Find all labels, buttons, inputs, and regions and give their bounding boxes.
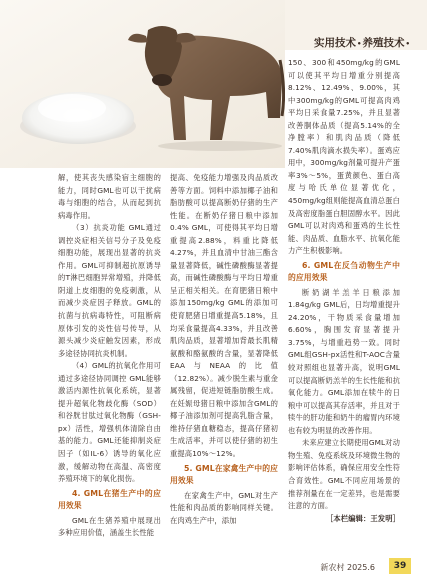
header-dot-separator: •	[357, 40, 362, 48]
paragraph: 断奶湖羊羔羊日粮添加1.84g/kg GML后，日均增重提升24.20%，干物质采食量增加6.60%，胸围发育显著提升3.75%，与增重趋势一致。同时GML组GSH-px活性和T-AOC含量较对照组也显著升高，说明GML可以提高断奶羔羊的生长性能和抗氧化能力。GML添加在犊牛的日粮中可以提高其存活率，并且对于犊牛的肝功能和奶牛的瘤胃内环境也有较为明显的改善作用。	[288, 287, 400, 435]
paragraph: 未来应建立长期使用GML对动物生殖、免疫系统及环境微生物的影响评估体系，确保应用安全性符合育效性。GML不同应用场景的推荐剂量在在一定差异，也是需要注意的方面。	[288, 438, 400, 511]
column-2	[170, 172, 278, 527]
paragraph: 在家禽生产中，GML对生产性能和肉品质的影响同样关键。在肉鸡生产中，添加	[170, 490, 278, 525]
paragraph: 解，使其丧失感染宿主细胞的能力，同时GML也可以干扰病毒与细胞的结合，从而起到抗病毒作用。	[58, 173, 161, 220]
column-1	[58, 172, 161, 540]
paragraph: （4）GML的抗氧化作用可通过多途径协同调控 GML能够激活内源性抗氧化系统，显著提升超氧化物歧化酶（SOD）和谷胱甘肽过氧化物酶（GSH-px）活性，增强机体清除自由基的能力。GML还能抑制炎症因子（如IL-6）诱导的氧化应激，缓解动物在高温、高密度养殖环境下的氧化损伤。	[58, 361, 161, 484]
section-heading: 5. GML在家禽生产中的应用效果	[170, 463, 279, 486]
editor-credit: ［本栏编辑：王发明］	[326, 513, 400, 523]
page-number: 39	[389, 558, 411, 574]
paragraph: 150、300和450mg/kg的GML可以使其平均日增重分别提高8.12%、12.49%、9.00%，其中300mg/kg的GML可提高肉鸡平均日采食量7.25%，并且显著改善胴体品质（提高5.14%的全净膛率）和肌肉品质（降低7.40%肌肉滴水损失率）。蛋鸡应用中，300mg/kg剂量可提升产蛋率3%～5%，蛋黄颜色、蛋白高度与哈氏单位显著优化，450mg/kg组则能提高血清总蛋白及高密度脂蛋白胆固醇水平。因此GML可以对肉鸡和蛋鸡的生长性能、肉品质、血脂水平、抗氧化能力产生积极影响。	[288, 58, 400, 256]
section-title: 实用技术	[314, 37, 357, 49]
section-heading: 4. GML在猪生产中的应用效果	[58, 488, 161, 511]
magazine-name: 新农村 2025.6	[320, 563, 375, 572]
paragraph: GML在生猪养殖中展现出多种应用价值，涵盖生长性能	[58, 515, 161, 538]
column-3	[288, 57, 400, 525]
cattle-image	[0, 0, 285, 168]
cattle-photo	[0, 0, 285, 168]
paragraph: 提高、免疫能力增强及肉品质改善等方面。饲料中添加椰子油和脂肪酸可以提高断奶仔猪的生产性能。在断奶仔猪日粮中添加0.4% GML，可使得其平均日增重提高2.88%，料重比降低4.27%，并且血清中甘油三酯含量显著降低，碱性磷酸酶显著提高，而碱性磷酸酶与平均日增重呈正相关相关。在育肥猪日粮中添加150mg/kg GML的添加可使育肥猪日增重提高5.18%，且均采食量提高4.33%，并且改善肌肉品质，显著增加背最长肌精氨酸和酪氨酸的含量，显著降低EAA与NEAA的比值（12.82%）。减少脱生素与重金属残留，促进短链脂肪酸生成。在妊娠母猪日粮中添加含GML的椰子油添加剂可提高乳脂含量，维持仔猪血糖稳态，提高仔猪初生成活率，并可以使仔猪的初生重提高10%～12%。	[170, 173, 278, 459]
header-dot-trailing: •	[405, 40, 410, 48]
section-header	[314, 35, 411, 50]
paragraph: （3）抗炎功能 GML通过调控炎症相关信号分子及免疫细胞功能，展现出显著的抗炎作用。GML可抑制超抗原诱导的T淋巴细胞异常增殖，并降低阴道上皮细胞的免疫刺激，从而减少炎症因子释放。GML的抗菌与抗病毒特性，可阻断病原体引发的炎性信号传导，从源头减少炎症触发因素，形成多途径协同抗炎机制。	[58, 223, 161, 358]
section-heading: 6. GML在反刍动物生产中的应用效果	[288, 260, 400, 283]
subsection-title: 养殖技术	[362, 37, 405, 49]
